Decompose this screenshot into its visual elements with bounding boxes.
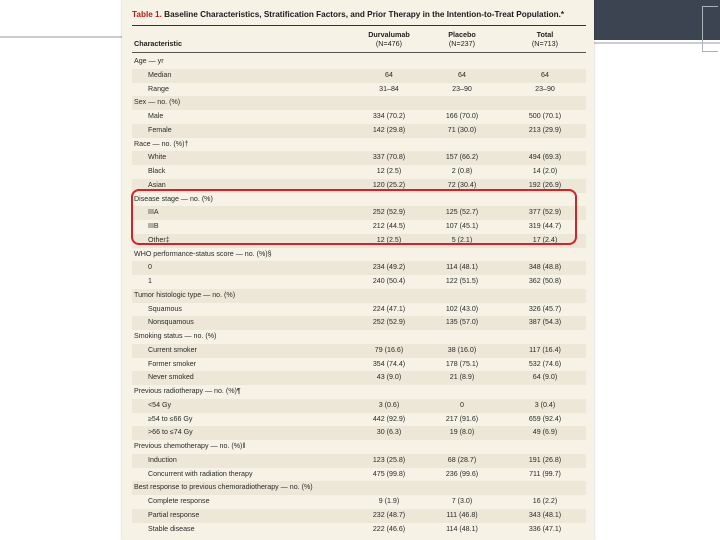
cell-placebo: 236 (99.6) xyxy=(445,469,479,478)
table-row xyxy=(132,495,586,509)
row-label: Black xyxy=(148,167,166,175)
row-label: Complete response xyxy=(148,497,210,505)
cell-placebo: 111 (46.8) xyxy=(446,510,478,519)
cell-total: 532 (74.6) xyxy=(528,359,562,368)
header-placebo-n: (N=237) xyxy=(448,39,476,48)
cell-total: 343 (48.1) xyxy=(528,510,562,519)
cell-placebo: 71 (30.0) xyxy=(447,125,477,134)
row-label: Other‡ xyxy=(148,235,170,244)
cell-total: 23–90 xyxy=(535,84,555,93)
slide-corner-frame xyxy=(702,6,718,52)
table-row xyxy=(132,413,586,427)
table-document xyxy=(122,0,594,540)
row-label: Tumor histologic type — no. (%) xyxy=(134,290,236,299)
table-section-row xyxy=(132,330,586,344)
cell-total: 192 (26.9) xyxy=(528,180,562,189)
cell-durvalumab: 212 (44.5) xyxy=(372,222,406,230)
row-label: >66 to ≤74 Gy xyxy=(148,428,193,437)
row-label: Median xyxy=(148,70,172,79)
table-row xyxy=(132,234,586,248)
table-row xyxy=(132,371,586,385)
cell-durvalumab: 12 (2.5) xyxy=(376,235,402,244)
cell-durvalumab: 252 (52.9) xyxy=(372,318,406,327)
cell-durvalumab: 354 (74.4) xyxy=(372,359,406,368)
cell-total: 319 (44.7) xyxy=(528,222,562,230)
cell-total: 16 (2.2) xyxy=(532,497,558,505)
table-body xyxy=(132,55,586,536)
cell-placebo: 107 (45.1) xyxy=(445,222,479,230)
cell-placebo: 125 (52.7) xyxy=(445,208,479,217)
header-durvalumab-n: (N=476) xyxy=(375,39,403,48)
table-label: Table 1. xyxy=(132,10,162,19)
table-row xyxy=(132,509,586,523)
cell-durvalumab: 79 (16.6) xyxy=(374,345,404,354)
cell-durvalumab: 43 (9.0) xyxy=(376,373,402,382)
cell-placebo: 38 (16.0) xyxy=(447,345,477,354)
cell-total: 494 (69.3) xyxy=(528,153,562,162)
cell-durvalumab: 31–84 xyxy=(379,84,399,93)
row-label: Never smoked xyxy=(148,373,194,382)
cell-total: 14 (2.0) xyxy=(532,167,558,175)
cell-placebo: 122 (51.5) xyxy=(445,277,479,285)
cell-placebo: 2 (0.8) xyxy=(451,167,473,175)
table-caption: Baseline Characteristics, Stratification Factors, and Prior Therapy in the Intention-to-Treat Population.* xyxy=(164,10,565,19)
cell-total: 3 (0.4) xyxy=(534,400,556,409)
cell-placebo: 178 (75.1) xyxy=(445,359,479,368)
cell-durvalumab: 30 (6.3) xyxy=(376,428,402,437)
header-total-name: Total xyxy=(536,30,554,39)
cell-total: 64 xyxy=(541,70,549,79)
header-durvalumab xyxy=(354,30,424,48)
cell-placebo: 64 xyxy=(458,70,466,79)
row-label: Concurrent with radiation therapy xyxy=(148,469,253,478)
table-section-row xyxy=(132,385,586,399)
table-section-row xyxy=(132,138,586,152)
table-section-row xyxy=(132,96,586,110)
cell-total: 362 (50.8) xyxy=(528,277,562,285)
cell-durvalumab: 9 (1.9) xyxy=(378,497,400,505)
cell-placebo: 21 (8.9) xyxy=(449,373,475,382)
cell-total: 191 (26.8) xyxy=(528,455,562,464)
row-label: Stable disease xyxy=(148,524,195,533)
row-label: 1 xyxy=(148,277,152,285)
cell-total: 64 (9.0) xyxy=(532,373,558,382)
row-label: Previous radiotherapy — no. (%)¶ xyxy=(134,387,241,395)
slide-divider-left xyxy=(0,36,140,38)
table-section-row xyxy=(132,55,586,69)
cell-durvalumab: 123 (25.8) xyxy=(372,455,406,464)
cell-placebo: 72 (30.4) xyxy=(447,180,477,189)
cell-durvalumab: 442 (92.9) xyxy=(372,414,406,423)
cell-placebo: 135 (57.0) xyxy=(445,318,479,327)
table-row xyxy=(132,206,586,220)
cell-placebo: 5 (2.1) xyxy=(451,235,473,244)
cell-durvalumab: 232 (48.7) xyxy=(372,510,406,519)
cell-placebo: 157 (66.2) xyxy=(445,153,479,162)
header-total xyxy=(510,30,580,48)
cell-durvalumab: 234 (49.2) xyxy=(372,263,406,272)
table-row xyxy=(132,454,586,468)
table-row xyxy=(132,523,586,537)
row-label: Race — no. (%)† xyxy=(134,139,189,148)
table-row xyxy=(132,399,586,413)
row-label: Disease stage — no. (%) xyxy=(134,194,213,203)
row-label: Sex — no. (%) xyxy=(134,98,181,107)
row-label: Squamous xyxy=(148,304,182,313)
cell-durvalumab: 240 (50.4) xyxy=(372,277,406,285)
cell-durvalumab: 475 (99.8) xyxy=(372,469,406,478)
slide-divider-right xyxy=(590,42,720,44)
row-label: WHO performance-status score — no. (%)§ xyxy=(134,249,272,258)
table-row xyxy=(132,303,586,317)
cell-durvalumab: 334 (70.2) xyxy=(372,112,406,120)
row-label: <54 Gy xyxy=(148,400,172,409)
header-rule xyxy=(132,52,586,53)
cell-placebo: 0 xyxy=(460,400,464,409)
row-label: ≥54 to ≤66 Gy xyxy=(148,414,193,423)
cell-total: 49 (6.9) xyxy=(532,428,558,437)
row-label: Asian xyxy=(148,180,166,189)
cell-placebo: 23–90 xyxy=(452,84,472,93)
cell-total: 336 (47.1) xyxy=(528,524,562,533)
row-label: Induction xyxy=(148,455,177,464)
header-characteristic: Characteristic xyxy=(134,39,182,48)
row-label: White xyxy=(148,153,167,162)
table-row xyxy=(132,179,586,193)
cell-durvalumab: 337 (70.8) xyxy=(372,153,406,162)
row-label: IIIB xyxy=(148,222,159,230)
table-row xyxy=(132,69,586,83)
header-durvalumab-name: Durvalumab xyxy=(368,30,410,39)
cell-placebo: 19 (8.0) xyxy=(449,428,475,437)
table-row xyxy=(132,83,586,97)
cell-placebo: 68 (28.7) xyxy=(447,455,477,464)
row-label: Former smoker xyxy=(148,359,197,368)
header-placebo xyxy=(434,30,490,48)
cell-placebo: 102 (43.0) xyxy=(445,304,479,313)
header-placebo-name: Placebo xyxy=(448,30,476,39)
row-label: Range xyxy=(148,84,169,93)
cell-durvalumab: 142 (29.8) xyxy=(372,125,406,134)
header-total-n: (N=713) xyxy=(531,39,559,48)
cell-total: 377 (52.9) xyxy=(528,208,562,217)
cell-total: 213 (29.9) xyxy=(528,125,562,134)
cell-placebo: 217 (91.6) xyxy=(445,414,479,423)
cell-total: 659 (92.4) xyxy=(528,414,562,423)
table-title xyxy=(132,9,586,21)
table-row xyxy=(132,110,586,124)
row-label: Best response to previous chemoradiotherapy — no. (%) xyxy=(134,483,313,492)
cell-total: 348 (48.8) xyxy=(528,263,562,272)
cell-durvalumab: 12 (2.5) xyxy=(376,167,402,175)
table-row xyxy=(132,261,586,275)
cell-durvalumab: 252 (52.9) xyxy=(372,208,406,217)
row-label: 0 xyxy=(148,263,152,272)
table-row xyxy=(132,426,586,440)
table-row xyxy=(132,358,586,372)
cell-placebo: 166 (70.0) xyxy=(445,112,479,120)
cell-durvalumab: 64 xyxy=(385,70,393,79)
table-row xyxy=(132,124,586,138)
table-section-row xyxy=(132,481,586,495)
row-label: Female xyxy=(148,125,172,134)
row-label: Nonsquamous xyxy=(148,318,194,327)
table-section-row xyxy=(132,289,586,303)
cell-total: 117 (16.4) xyxy=(529,345,561,354)
cell-durvalumab: 3 (0.6) xyxy=(378,400,400,409)
row-label: Current smoker xyxy=(148,345,197,354)
table-row xyxy=(132,165,586,179)
table-section-row xyxy=(132,248,586,262)
row-label: Age — yr xyxy=(134,57,164,65)
cell-placebo: 7 (3.0) xyxy=(451,497,473,505)
cell-total: 500 (70.1) xyxy=(528,112,562,120)
table-row xyxy=(132,316,586,330)
row-label: Male xyxy=(148,112,164,120)
cell-total: 387 (54.3) xyxy=(528,318,562,327)
table-header xyxy=(132,26,586,52)
table-row xyxy=(132,275,586,289)
cell-durvalumab: 120 (25.2) xyxy=(372,180,406,189)
table-row xyxy=(132,468,586,482)
cell-total: 17 (2.4) xyxy=(532,235,558,244)
table-row xyxy=(132,151,586,165)
cell-durvalumab: 224 (47.1) xyxy=(372,304,406,313)
table-section-row xyxy=(132,440,586,454)
cell-placebo: 114 (48.1) xyxy=(446,524,478,533)
table-section-row xyxy=(132,193,586,207)
cell-total: 326 (45.7) xyxy=(528,304,562,313)
row-label: Smoking status — no. (%) xyxy=(134,332,217,340)
cell-placebo: 114 (48.1) xyxy=(446,263,478,272)
cell-durvalumab: 222 (46.6) xyxy=(372,524,406,533)
table-row xyxy=(132,220,586,234)
row-label: Previous chemotherapy — no. (%)‖ xyxy=(134,442,246,450)
table-row xyxy=(132,344,586,358)
row-label: Partial response xyxy=(148,510,200,519)
row-label: IIIA xyxy=(148,208,159,217)
cell-total: 711 (99.7) xyxy=(529,469,561,478)
